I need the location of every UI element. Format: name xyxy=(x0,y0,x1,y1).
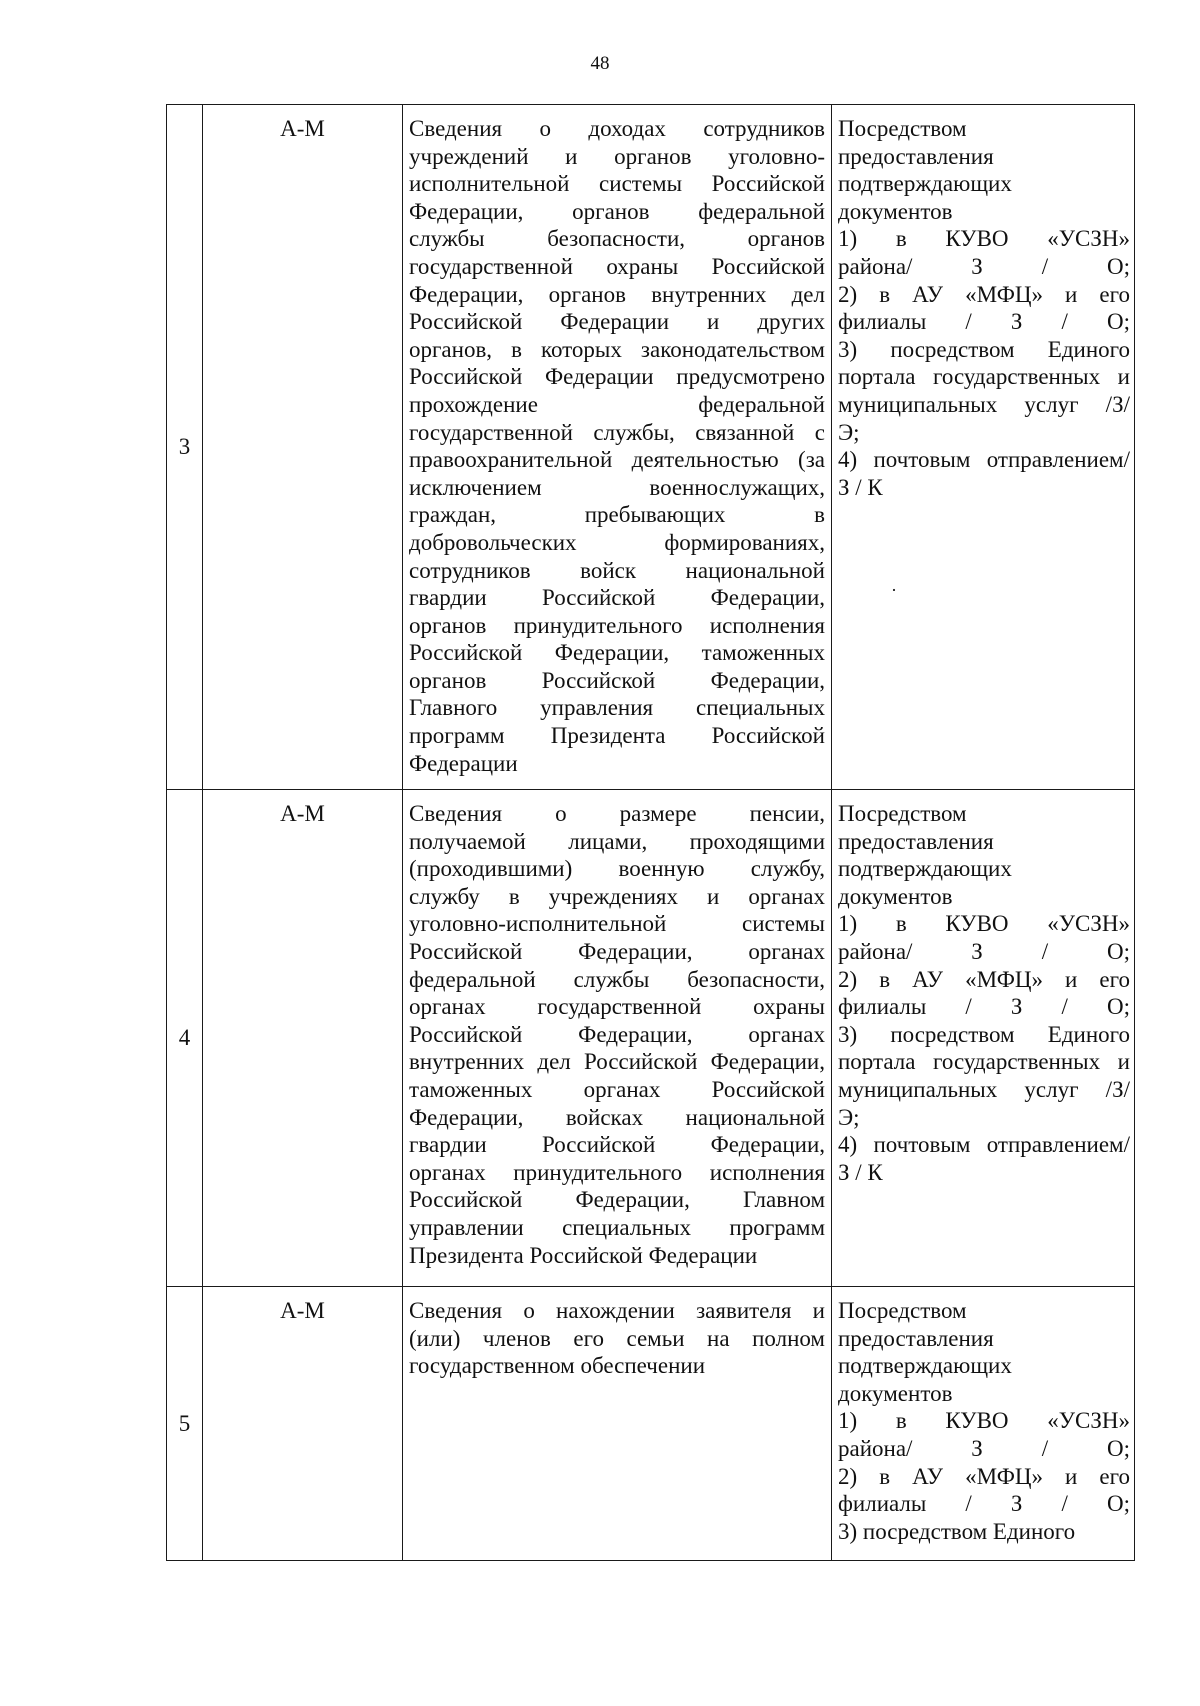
text-line: документов xyxy=(838,1380,953,1406)
text-line: программ Президента Российской xyxy=(409,723,825,749)
text-line: Российской Федерации, таможенных xyxy=(409,640,825,666)
text-line: органов принудительного исполнения xyxy=(409,612,825,638)
text-line: государственной охраны Российской xyxy=(409,253,825,279)
text-line: филиалы / З / О; xyxy=(838,1491,1130,1517)
text-line: Президента Российской Федерации xyxy=(409,1242,758,1268)
method-cell xyxy=(832,105,1135,790)
text-line: 1) в КУВО «УСЗН» xyxy=(838,226,1130,252)
text-line: Российской Федерации и других xyxy=(409,309,825,335)
text-line: подтверждающих xyxy=(838,171,1012,197)
text-line: управлении специальных программ xyxy=(409,1214,825,1240)
text-line: гвардии Российской Федерации, xyxy=(409,585,825,611)
method-text xyxy=(832,1287,1134,1549)
text-line: сотрудников войск национальной xyxy=(409,557,825,583)
text-line: подтверждающих xyxy=(838,1353,1012,1379)
text-line: филиалы / З / О; xyxy=(838,994,1130,1020)
text-line: исполнительной системы Российской xyxy=(409,171,825,197)
table-row xyxy=(167,1287,1135,1561)
text-line: службы безопасности, органов xyxy=(409,226,825,252)
text-line: таможенных органах Российской xyxy=(409,1076,825,1102)
text-line: Российской Федерации, органах xyxy=(409,1021,825,1047)
info-cell xyxy=(403,105,832,790)
text-line: 4) почтовым отправлением/ xyxy=(838,1132,1130,1158)
text-line: Э; xyxy=(838,419,860,445)
text-line: гвардии Российской Федерации, xyxy=(409,1132,825,1158)
row-number: 3 xyxy=(178,434,191,460)
text-line: правоохранительной деятельностью (за xyxy=(409,447,825,473)
text-line: Посредством xyxy=(838,801,967,826)
text-line: добровольческих формированиях, xyxy=(409,529,825,555)
text-line: 4) почтовым отправлением/ xyxy=(838,447,1130,473)
text-line: Российской Федерации предусмотрено xyxy=(409,364,825,390)
text-line: Федерации, органов федеральной xyxy=(409,198,825,224)
code-cell xyxy=(203,1287,403,1561)
text-line: документов xyxy=(838,198,953,224)
text-line: З / К xyxy=(838,1159,883,1185)
row-number-cell xyxy=(167,105,203,790)
method-text xyxy=(832,790,1134,1190)
row-number-cell xyxy=(167,1287,203,1561)
row-code: А-М xyxy=(280,801,325,826)
text-line: федеральной службы безопасности, xyxy=(409,966,825,992)
text-line: Сведения о нахождении заявителя и xyxy=(409,1298,825,1323)
method-cell xyxy=(832,1287,1135,1561)
text-line: 2) в АУ «МФЦ» и его xyxy=(838,966,1130,992)
row-number-cell xyxy=(167,790,203,1287)
text-line: 3) посредством Единого xyxy=(838,336,1130,362)
table-body xyxy=(167,105,1135,1561)
text-line: внутренних дел Российской Федерации, xyxy=(409,1049,825,1075)
text-line: предоставления xyxy=(838,828,994,854)
text-line: Федерации, войсках национальной xyxy=(409,1104,825,1130)
text-line: портала государственных и xyxy=(838,1049,1130,1075)
text-line: государственной службы, связанной с xyxy=(409,419,825,445)
text-line: исключением военнослужащих, xyxy=(409,474,825,500)
scan-artifact-dot: · xyxy=(891,580,897,600)
info-cell xyxy=(403,1287,832,1561)
text-line: получаемой лицами, проходящими xyxy=(409,828,825,854)
text-line: органах государственной охраны xyxy=(409,994,825,1020)
text-line: службу в учреждениях и органах xyxy=(409,883,825,909)
code-cell xyxy=(203,105,403,790)
text-line: Сведения о размере пенсии, xyxy=(409,801,825,826)
text-line: Э; xyxy=(838,1104,860,1130)
text-line: муниципальных услуг /З/ xyxy=(838,1076,1130,1102)
info-text xyxy=(403,790,831,1273)
text-line: района/ З / О; xyxy=(838,253,1130,279)
text-line: 1) в КУВО «УСЗН» xyxy=(838,1408,1130,1434)
code-cell xyxy=(203,790,403,1287)
text-line: уголовно-исполнительной системы xyxy=(409,911,825,937)
text-line: предоставления xyxy=(838,1325,994,1351)
row-number: 4 xyxy=(178,1025,191,1051)
text-line: филиалы / З / О; xyxy=(838,309,1130,335)
row-code: А-М xyxy=(280,1298,325,1323)
text-line: Федерации xyxy=(409,750,518,776)
text-line: Посредством xyxy=(838,1298,967,1323)
row-number: 5 xyxy=(178,1410,191,1436)
table-row xyxy=(167,105,1135,790)
text-line: документов xyxy=(838,883,953,909)
text-line: 3) посредством Единого xyxy=(838,1518,1076,1544)
text-line: 2) в АУ «МФЦ» и его xyxy=(838,281,1130,307)
text-line: учреждений и органов уголовно- xyxy=(409,143,825,169)
text-line: предоставления xyxy=(838,143,994,169)
method-cell xyxy=(832,790,1135,1287)
text-line: муниципальных услуг /З/ xyxy=(838,391,1130,417)
text-line: (проходившими) военную службу, xyxy=(409,856,825,882)
page-number: 48 xyxy=(590,53,610,74)
text-line: района/ З / О; xyxy=(838,938,1130,964)
text-line: органах принудительного исполнения xyxy=(409,1159,825,1185)
text-line: Главного управления специальных xyxy=(409,695,825,721)
table-row xyxy=(167,790,1135,1287)
text-line: района/ З / О; xyxy=(838,1435,1130,1461)
text-line: Российской Федерации, Главном xyxy=(409,1187,825,1213)
info-cell xyxy=(403,790,832,1287)
text-line: Федерации, органов внутренних дел xyxy=(409,281,825,307)
text-line: органов Российской Федерации, xyxy=(409,667,825,693)
text-line: граждан, пребывающих в xyxy=(409,502,825,528)
text-line: Сведения о доходах сотрудников xyxy=(409,116,825,141)
row-code: А-М xyxy=(280,116,325,141)
info-text xyxy=(403,105,831,781)
text-line: органов, в которых законодательством xyxy=(409,336,825,362)
document-table xyxy=(166,104,1135,1561)
text-line: 1) в КУВО «УСЗН» xyxy=(838,911,1130,937)
text-line: Посредством xyxy=(838,116,967,141)
text-line: прохождение федеральной xyxy=(409,391,825,417)
text-line: 2) в АУ «МФЦ» и его xyxy=(838,1463,1130,1489)
text-line: (или) членов его семьи на полном xyxy=(409,1325,825,1351)
text-line: портала государственных и xyxy=(838,364,1130,390)
text-line: З / К xyxy=(838,474,883,500)
method-text xyxy=(832,105,1134,505)
text-line: 3) посредством Единого xyxy=(838,1021,1130,1047)
info-text xyxy=(403,1287,831,1384)
text-line: Российской Федерации, органах xyxy=(409,938,825,964)
text-line: государственном обеспечении xyxy=(409,1353,706,1379)
text-line: подтверждающих xyxy=(838,856,1012,882)
